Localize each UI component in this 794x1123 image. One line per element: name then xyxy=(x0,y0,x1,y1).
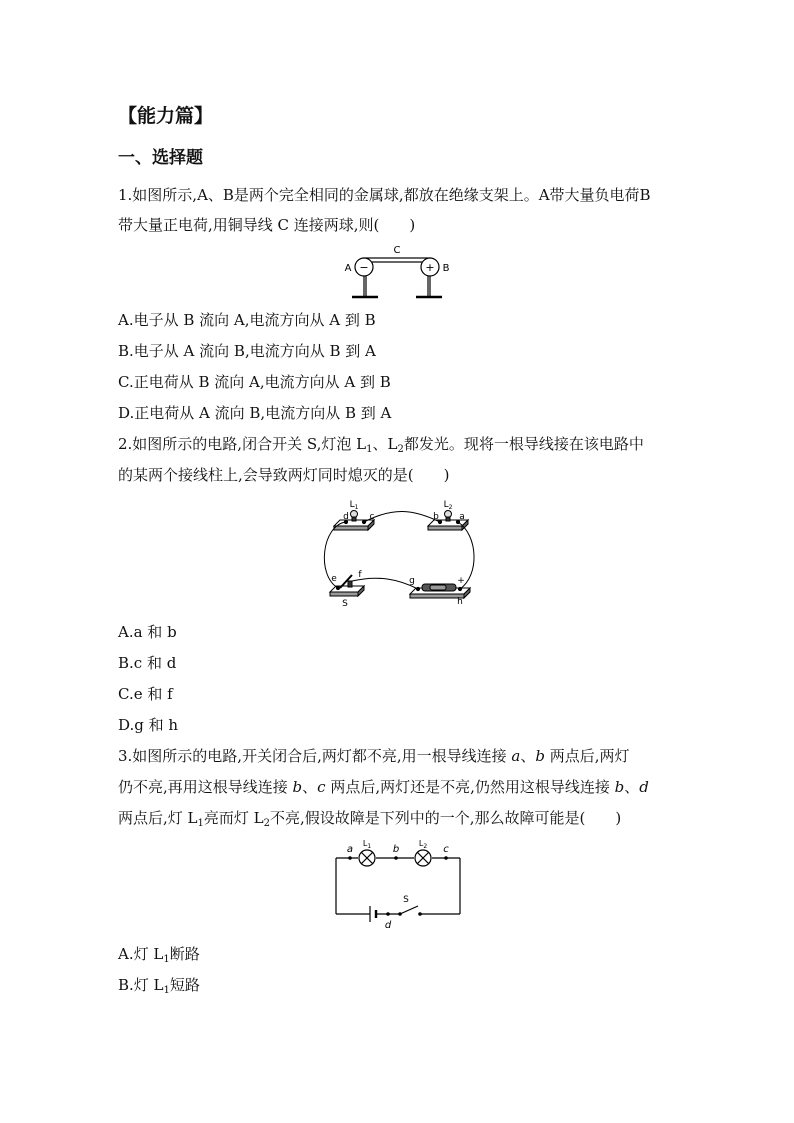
lamp-l1-bulb xyxy=(351,511,358,518)
switch-blade xyxy=(400,906,418,914)
point-d xyxy=(386,912,390,916)
lamp-l2-bulb xyxy=(445,511,452,518)
label-c: C xyxy=(393,245,401,256)
q2-text-line2: 的某两个接线柱上,会导致两灯同时熄灭的是( ) xyxy=(118,466,450,484)
terminal-e-label: e xyxy=(331,574,337,584)
q1-option-a: A.电子从 B 流向 A,电流方向从 A 到 B xyxy=(118,311,376,329)
label-c: c xyxy=(443,844,449,855)
point-c xyxy=(444,856,448,860)
label-d: d xyxy=(384,920,392,931)
q2-option-d: D.g 和 h xyxy=(118,716,179,734)
sign-a: − xyxy=(359,261,369,274)
q2-figure xyxy=(318,495,478,610)
section-title: 【能力篇】 xyxy=(118,105,214,127)
battery-plus-label: + xyxy=(457,576,465,586)
terminal-b-label: b xyxy=(433,512,439,522)
q1-figure xyxy=(342,240,452,302)
switch-label: S xyxy=(403,895,409,905)
terminal-g-label: g xyxy=(409,576,415,586)
point-b xyxy=(394,856,398,860)
terminal-c-label: c xyxy=(369,512,375,522)
q3-figure xyxy=(330,840,466,932)
switch-label: S xyxy=(342,599,348,609)
terminal-a-label: a xyxy=(459,512,465,522)
terminal-h-label: h xyxy=(457,597,463,607)
label-a: A xyxy=(344,263,352,274)
label-a: a xyxy=(346,844,354,855)
label-b: B xyxy=(442,263,450,274)
q3-option-a: A.灯 $L_1$断路 xyxy=(118,945,200,965)
terminal-d-label: d xyxy=(343,512,349,522)
lamp-l2-label: $L_2$ xyxy=(418,839,428,850)
q2-option-c: C.e 和 f xyxy=(118,685,173,703)
wire-l1-l2 xyxy=(364,511,440,522)
q1-option-b: B.电子从 A 流向 B,电流方向从 B 到 A xyxy=(118,342,376,360)
q3-option-b: B.灯 $L_1$短路 xyxy=(118,976,200,996)
q1-option-d: D.正电荷从 A 流向 B,电流方向从 B 到 A xyxy=(118,404,392,422)
point-a xyxy=(348,856,352,860)
q2-option-a: A.a 和 b xyxy=(118,623,177,641)
sign-b: + xyxy=(425,261,435,274)
q3-text-line1: 3.如图所示的电路,开关闭合后,两灯都不亮,用一根导线连接 a、b 两点后,两灯 xyxy=(118,747,630,765)
terminal-f-label: f xyxy=(358,570,362,580)
wire-c xyxy=(364,258,430,262)
q3-text-line2: 仍不亮,再用这根导线连接 b、c 两点后,两灯还是不亮,仍然用这根导线连接 b、d xyxy=(118,778,649,796)
q1-text-line2: 带大量正电荷,用铜导线 C 连接两球,则( ) xyxy=(118,216,416,234)
part-title: 一、选择题 xyxy=(118,148,203,168)
lamp-l1-label: $L_1$ xyxy=(362,839,372,850)
q3-text-line3: 两点后,灯 $L_1$亮而灯 $L_2$不亮,假设故障是下列中的一个,那么故障可能是( ) xyxy=(118,809,622,829)
q2-text-line1: 2.如图所示的电路,闭合开关 S,灯泡 $L_1$、$L_2$都发光。现将一根导线接在该电路中 xyxy=(118,435,644,455)
lamp-l1-label: $L_1$ xyxy=(349,500,359,511)
q2-option-b: B.c 和 d xyxy=(118,654,177,672)
lamp-l2-label: $L_2$ xyxy=(443,500,453,511)
q1-option-c: C.正电荷从 B 流向 A,电流方向从 A 到 B xyxy=(118,373,391,391)
q1-text-line1: 1.如图所示,A、B是两个完全相同的金属球,都放在绝缘支架上。A带大量负电荷B xyxy=(118,186,651,204)
label-b: b xyxy=(392,844,400,855)
